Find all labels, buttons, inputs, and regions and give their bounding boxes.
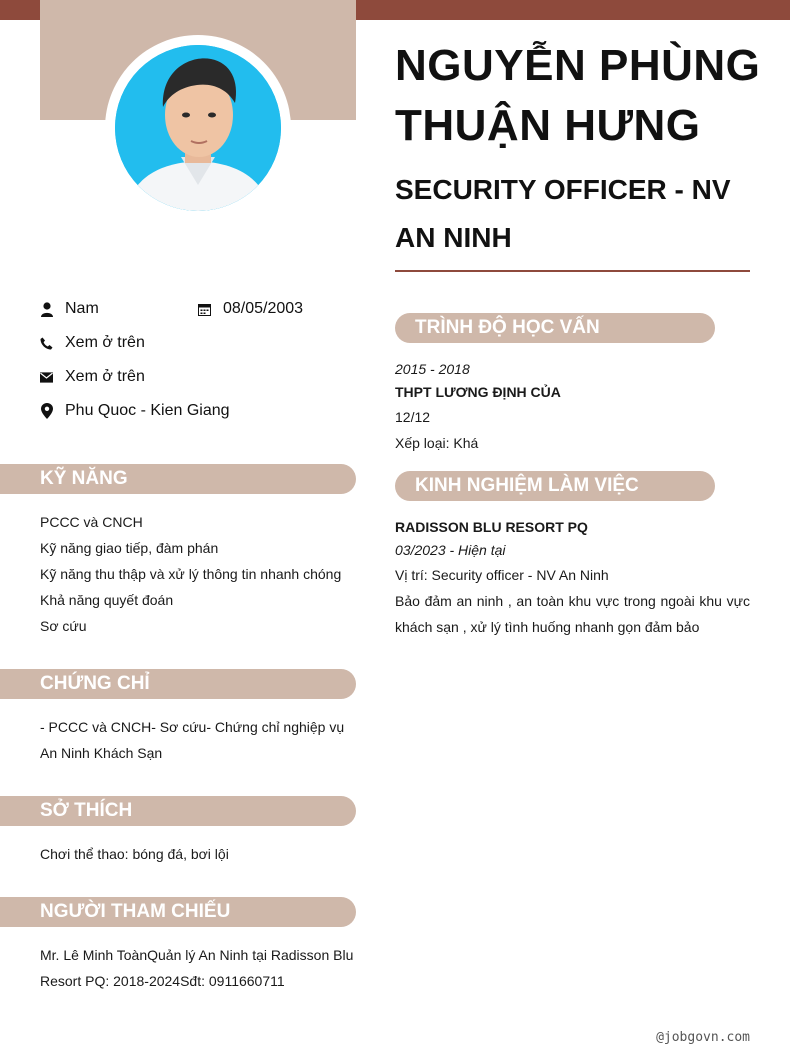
candidate-name: NGUYỄN PHÙNG THUẬN HƯNG bbox=[395, 41, 761, 150]
references-text: Mr. Lê Minh ToànQuản lý An Ninh tại Radisson Blu Resort PQ: 2018-2024Sđt: 0911660711 bbox=[40, 947, 354, 989]
watermark: @jobgovn.com bbox=[656, 1030, 750, 1045]
skill-item: PCCC và CNCH bbox=[40, 514, 143, 530]
job-title: SECURITY OFFICER - NV AN NINH bbox=[395, 174, 731, 253]
avatar bbox=[115, 45, 281, 211]
email-row bbox=[40, 367, 145, 387]
skill-item: Kỹ năng giao tiếp, đàm phán bbox=[40, 540, 219, 556]
title-divider bbox=[395, 270, 750, 272]
skill-item: Sơ cứu bbox=[40, 618, 87, 634]
experience-period: 03/2023 - Hiện tại bbox=[395, 542, 506, 558]
education-school: THPT LƯƠNG ĐỊNH CỦA bbox=[395, 384, 561, 400]
education-ranking: Xếp loại: Khá bbox=[395, 435, 479, 451]
gender-row bbox=[40, 299, 99, 319]
skill-item: Kỹ năng thu thập và xử lý thông tin nhanh chóng bbox=[40, 566, 342, 582]
skill-item: Khả năng quyết đoán bbox=[40, 592, 174, 608]
address-row bbox=[40, 401, 230, 421]
phone-value: Xem ở trên bbox=[65, 334, 145, 351]
experience-position: Vị trí: Security officer - NV An Ninh bbox=[395, 567, 609, 583]
email-value: Xem ở trên bbox=[65, 368, 145, 385]
education-grade: 12/12 bbox=[395, 409, 431, 425]
dob-row bbox=[198, 299, 303, 319]
dob-value: 08/05/2003 bbox=[223, 300, 304, 317]
map-pin-icon bbox=[40, 403, 53, 419]
certificates-heading: CHỨNG CHỈ bbox=[0, 669, 356, 699]
skills-heading: KỸ NĂNG bbox=[0, 464, 356, 494]
skills-list bbox=[40, 509, 356, 639]
education-heading: TRÌNH ĐỘ HỌC VẤN bbox=[395, 313, 715, 343]
gender-value: Nam bbox=[65, 300, 99, 317]
certificates-text: - PCCC và CNCH- Sơ cứu- Chứng chỉ nghiệp vụ An Ninh Khách Sạn bbox=[40, 719, 345, 761]
hobbies-text: Chơi thể thao: bóng đá, bơi lội bbox=[40, 846, 229, 862]
phone-row bbox=[40, 333, 145, 353]
references-heading: NGƯỜI THAM CHIẾU bbox=[0, 897, 356, 927]
education-period: 2015 - 2018 bbox=[395, 361, 470, 377]
experience-description: Bảo đảm an ninh , an toàn khu vực trong ngoài khu vực khách sạn , xử lý tình huống nhanh gọn đảm bảo bbox=[395, 593, 750, 635]
calendar-icon bbox=[198, 301, 211, 317]
address-value: Phu Quoc - Kien Giang bbox=[65, 402, 230, 419]
phone-icon bbox=[40, 335, 53, 351]
experience-company: RADISSON BLU RESORT PQ bbox=[395, 519, 588, 535]
user-icon bbox=[40, 301, 53, 317]
envelope-icon bbox=[40, 369, 53, 385]
hobbies-heading: SỞ THÍCH bbox=[0, 796, 356, 826]
experience-heading: KINH NGHIỆM LÀM VIỆC bbox=[395, 471, 715, 501]
